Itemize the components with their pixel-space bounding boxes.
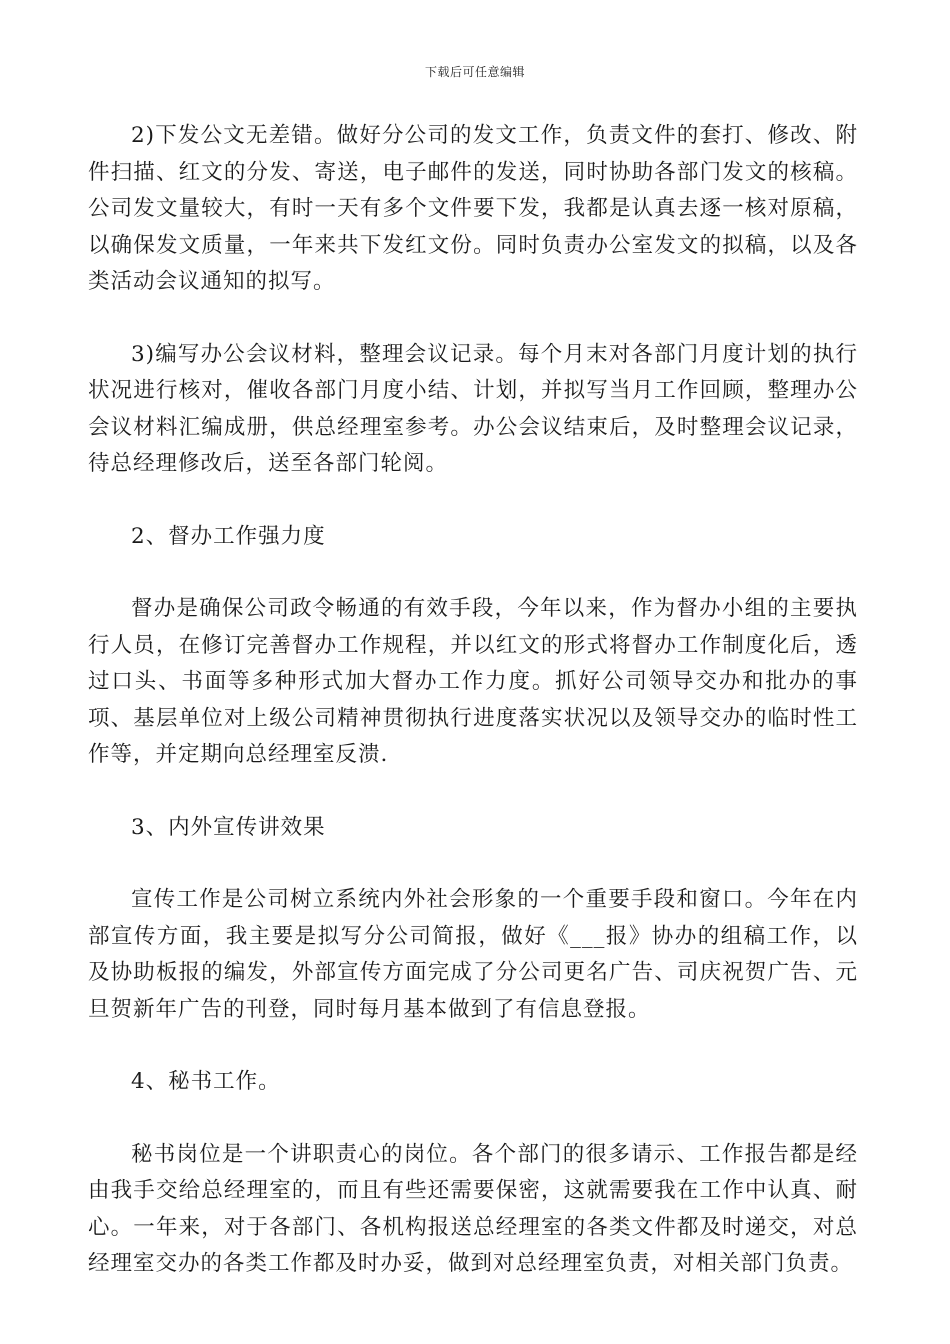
paragraph-meeting-materials: 3)编写办公会议材料，整理会议记录。每个月末对各部门月度计划的执行状况进行核对，催收各部门月度小结、计划，并拟写当月工作回顾，整理办公会议材料汇编成册，供总经理室参考。办公会议结束后，及时整理会议记录，待总经理修改后，送至各部门轮阅。 bbox=[88, 341, 858, 476]
paragraph-dispatch-documents: 2)下发公文无差错。做好分公司的发文工作，负责文件的套打、修改、附件扫描、红文的分发、寄送，电子邮件的发送，同时协助各部门发文的核稿。公司发文量较大，有时一天有多个文件要下发，我都是认真去逐一核对原稿，以确保发文质量，一年来共下发红文份。同时负责办公室发文的拟稿，以及各类活动会议通知的拟写。 bbox=[88, 123, 858, 294]
paragraph-gap bbox=[88, 301, 858, 337]
paragraph-gap bbox=[88, 483, 858, 519]
paragraph-secretary: 秘书岗位是一个讲职责心的岗位。各个部门的很多请示、工作报告都是经由我手交给总经理室的，而且有些还需要保密，这就需要我在工作中认真、耐心。一年来，对于各部门、各机构报送总经理室的各类文件都及时递交，对总经理室交办的各类工作都及时办妥，做到对总经理室负责，对相关部门负责。 bbox=[88, 1141, 858, 1276]
section-heading-supervision: 2、督办工作强力度 bbox=[131, 523, 326, 549]
paragraph-gap bbox=[88, 1101, 858, 1137]
section-heading-secretary: 4、秘书工作。 bbox=[131, 1069, 281, 1094]
paragraph-gap bbox=[88, 555, 858, 591]
page-header: 下载后可任意编辑 bbox=[424, 65, 525, 79]
section-heading-publicity: 3、内外宣传讲效果 bbox=[131, 814, 326, 840]
paragraph-gap bbox=[88, 774, 858, 810]
paragraph-supervision: 督办是确保公司政令畅通的有效手段，今年以来，作为督办小组的主要执行人员，在修订完善督办工作规程，并以红文的形式将督办工作制度化后，透过口头、书面等多种形式加大督办工作力度。抓好公司领导交办和批办的事项、基层单位对上级公司精神贯彻执行进度落实状况以及领导交办的临时性工作等，并定期向总经理室反溃. bbox=[88, 596, 858, 767]
document-body bbox=[88, 118, 858, 1283]
paragraph-gap bbox=[88, 846, 858, 882]
paragraph-publicity: 宣传工作是公司树立系统内外社会形象的一个重要手段和窗口。今年在内部宣传方面，我主要是拟写分公司简报，做好《___报》协办的组稿工作，以及协助板报的编发，外部宣传方面完成了分公司更名广告、司庆祝贺广告、元旦贺新年广告的刊登，同时每月基本做到了有信息登报。 bbox=[88, 887, 858, 1022]
paragraph-gap bbox=[88, 1028, 858, 1064]
